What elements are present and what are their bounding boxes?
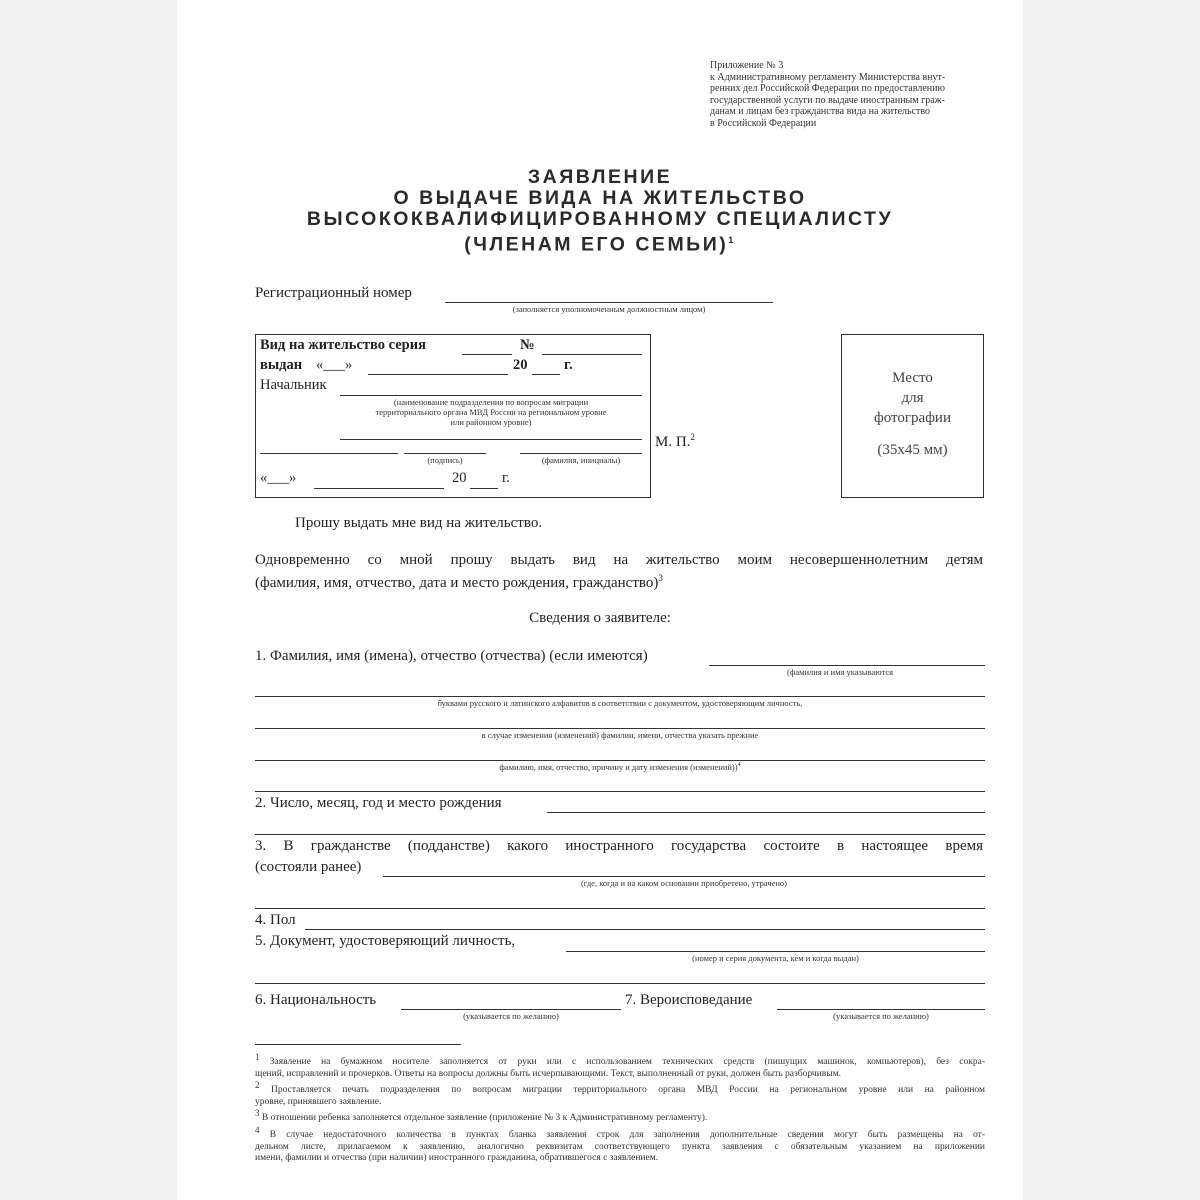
field-7-label: 7. Вероисповедание (625, 992, 753, 1008)
annex-line: к Административному регламенту Министерства внут- (710, 71, 946, 83)
footnote-number: 3 (255, 1108, 260, 1119)
full-name-caption: (фамилия, инициалы) (541, 455, 621, 465)
field-5-label: 5. Документ, удостоверяющий личность, (255, 933, 516, 949)
photo-line: для (901, 390, 924, 406)
identity-document-input[interactable] (566, 951, 985, 952)
issued-year-field[interactable] (532, 374, 560, 375)
unit-name-caption (340, 397, 642, 427)
annex-line: Приложение № 3 (710, 60, 784, 71)
bottom-year-field[interactable] (470, 488, 498, 489)
field-1-caption-4-text: фамилию, имя, отчество, причину и дату изменения (изменений)) (499, 762, 738, 772)
footnote-ref: 2 (690, 432, 695, 442)
photo-size: (35х45 мм) (877, 442, 948, 458)
field-1-caption-1: (фамилия и имя указываются (787, 667, 894, 677)
footnote-text: В отношении ребенка заполняется отдельное заявление (приложение № 3 к Административному регламенту). (261, 1113, 708, 1124)
reg-number-label: Регистрационный номер (255, 285, 412, 301)
footnotes (255, 1052, 985, 1165)
footnote-ref: 3 (658, 573, 663, 583)
field-3-caption: (где, когда и на каком основании приобретено, утрачено) (580, 878, 788, 888)
footnote-text: В случае недостаточного количества в пунктах бланка заявления строк для заполнения дополнительные сведения могут быть размещены на от- (269, 1130, 986, 1141)
stamp-label: М. П. (655, 434, 691, 450)
religion-input[interactable] (777, 1009, 985, 1010)
citizenship-input-2[interactable] (255, 908, 985, 909)
birth-date-place-input[interactable] (547, 812, 985, 813)
footnote-4-line-a (255, 1125, 985, 1142)
official-position-field[interactable] (260, 453, 398, 454)
footnote-2-line-b: уровне, принявшего заявление. (255, 1096, 382, 1107)
footnote-1-line-a (255, 1052, 985, 1069)
footnote-ref: 1 (728, 235, 736, 245)
citizenship-input[interactable] (383, 876, 985, 877)
children-text-line2 (255, 573, 663, 592)
series-field[interactable] (462, 354, 512, 355)
birth-date-place-input-2[interactable] (255, 834, 985, 835)
unit-caption-line: территориального органа МВД России на региональном уровне (375, 407, 607, 417)
footnote-2-line-a (255, 1080, 985, 1097)
footnote-text: Заявление на бумажном носителе заполняется от руки или с использованием технических средств (пишущих машинок, компьютеров), без сокра- (269, 1057, 985, 1068)
residence-permit-box (255, 334, 651, 498)
unit-name-field-2[interactable] (340, 439, 642, 440)
request-text: Прошу выдать мне вид на жительство. (295, 515, 543, 531)
children-text-line1: Одновременно со мной прошу выдать вид на жительство моим несовершеннолетним детям (255, 552, 983, 568)
field-3-label-line2: (состояли ранее) (255, 859, 362, 875)
issued-day[interactable]: «___» (316, 357, 353, 373)
document-title (177, 167, 1023, 256)
photo-line: фотографии (874, 410, 951, 426)
applicant-heading: Сведения о заявителе: (529, 610, 671, 626)
chief-label: Начальник (260, 377, 327, 393)
document-sheet (177, 0, 1023, 1200)
photo-line: Место (892, 370, 933, 386)
full-name-input[interactable] (709, 665, 985, 666)
annex-line: в Российской Федерации (710, 117, 817, 129)
reg-number-field[interactable] (445, 302, 773, 303)
title-line (177, 230, 1023, 256)
footnote-number: 1 (255, 1052, 260, 1062)
footnote-number: 4 (255, 1124, 260, 1135)
annex-line: государственной услуги по выдаче иностранным граж- (710, 94, 945, 106)
identity-document-input-2[interactable] (255, 983, 985, 984)
unit-name-field[interactable] (340, 395, 642, 396)
photo-text (842, 368, 983, 460)
footnote-text: Проставляется печать подразделения по вопросам миграции территориального органа МВД России на региональном уровне или на районном (271, 1085, 985, 1096)
field-2-label: 2. Число, месяц, год и место рождения (255, 795, 502, 811)
full-name-input-4[interactable] (255, 760, 985, 761)
issued-year-suffix: г. (564, 357, 573, 373)
bottom-year-prefix: 20 (452, 470, 467, 486)
issued-month-field[interactable] (368, 374, 508, 375)
field-1-label: 1. Фамилия, имя (имена), отчество (отчества) (если имеются) (255, 648, 648, 664)
full-name-field[interactable] (520, 453, 642, 454)
unit-caption-line: (наименование подразделения по вопросам миграции (393, 397, 589, 407)
title-line-4: (ЧЛЕНАМ ЕГО СЕМЬИ) (464, 233, 729, 256)
footnote-divider (255, 1044, 461, 1045)
full-name-input-5[interactable] (255, 791, 985, 792)
children-text: (фамилия, имя, отчество, дата и место рождения, гражданство) (255, 575, 659, 591)
reg-number-caption: (заполняется уполномоченным должностным лицом) (512, 304, 706, 314)
field-7-caption: (указывается по желанию) (833, 1011, 929, 1021)
number-field[interactable] (542, 354, 642, 355)
annex-line: ренних дел Российской Федерации по предоставлению (710, 83, 945, 94)
nationality-input[interactable] (401, 1009, 621, 1010)
bottom-day[interactable]: «___» (260, 470, 297, 486)
annex-line: данам и лицам без гражданства вида на жительство (710, 106, 931, 117)
bottom-month-field[interactable] (314, 488, 444, 489)
footnote-ref: 4 (737, 762, 741, 769)
footnote-4-line-c: имени, фамилии и отчества (при наличии) иностранного гражданина, обратившегося с заявлением. (255, 1153, 659, 1164)
bottom-year-suffix: г. (502, 470, 510, 486)
field-1-caption-4 (255, 762, 985, 772)
title-line: ЗАЯВЛЕНИЕ (527, 166, 673, 188)
unit-caption-line: или районном уровне) (450, 417, 532, 427)
field-3-label-line1: 3. В гражданстве (подданстве) какого иностранного государства состоите в настоящее время (255, 838, 983, 854)
signature-field[interactable] (404, 453, 486, 454)
field-6-caption: (указывается по желанию) (463, 1011, 559, 1021)
full-name-input-3[interactable] (255, 728, 985, 729)
signature-caption: (подпись) (427, 455, 463, 465)
stamp-place (655, 432, 695, 451)
field-1-caption-2: буквами русского и латинского алфавитов в соответствии с документом, удостоверяющим личность, (437, 698, 803, 708)
field-1-caption-3: в случае изменения (изменений) фамилии, имени, отчества указать прежние (481, 730, 759, 740)
series-label: Вид на жительство серия (260, 337, 426, 353)
annex-header (710, 60, 990, 129)
footnote-1-line-b: щений, исправлений и прочерков. Ответы на вопросы должны быть исчерпывающими. Текст, выполненный от руки, должен быть разборчивым. (255, 1068, 841, 1079)
title-line: ВЫСОКОКВАЛИФИЦИРОВАННОМУ СПЕЦИАЛИСТУ (306, 208, 894, 230)
title-line: О ВЫДАЧЕ ВИДА НА ЖИТЕЛЬСТВО (393, 187, 807, 209)
field-5-caption: (номер и серия документа, кем и когда выдан) (692, 953, 859, 963)
footnote-number: 2 (255, 1080, 260, 1091)
field-6-label: 6. Национальность (255, 992, 377, 1008)
footnote-3 (255, 1108, 985, 1125)
sex-input[interactable] (305, 929, 985, 930)
issued-label: выдан (260, 357, 303, 373)
photo-box (841, 334, 984, 498)
full-name-input-2[interactable] (255, 696, 985, 697)
issued-year-prefix: 20 (513, 357, 528, 373)
number-label: № (520, 337, 535, 353)
footnote-4-line-b: дельном листе, прилагаемом к заявлению, аналогично реквизитам соответствующего пункта заявления с обязательным указанием на приложении (255, 1141, 985, 1152)
field-4-label: 4. Пол (255, 912, 296, 928)
